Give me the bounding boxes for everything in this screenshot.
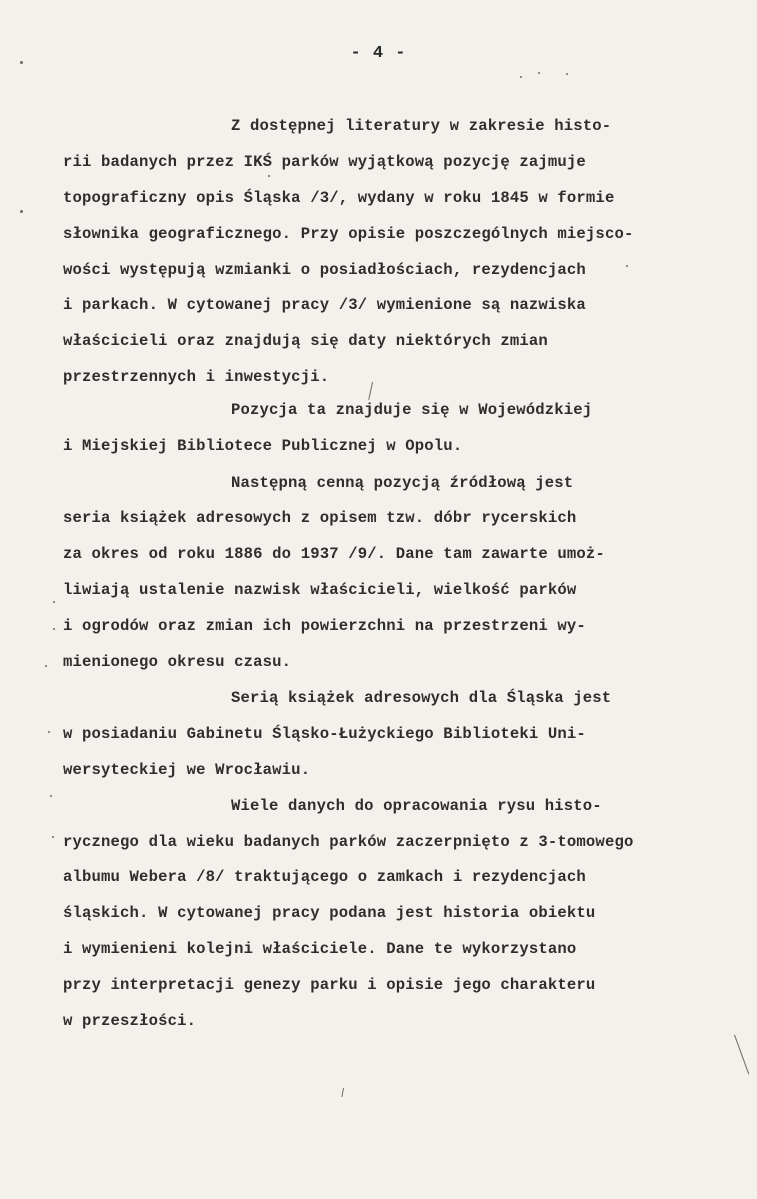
text-line: Wiele danych do opracowania rysu histo- — [231, 797, 602, 815]
text-line: przy interpretacji genezy parku i opisie jego charakteru — [63, 976, 596, 994]
text-line: słownika geograficznego. Przy opisie poszczególnych miejsco- — [63, 225, 634, 243]
scan-speck — [20, 210, 23, 213]
scan-speck — [45, 665, 47, 667]
text-line: Serią książek adresowych dla Śląska jest — [231, 689, 612, 707]
scan-speck — [52, 836, 54, 838]
text-line: w posiadaniu Gabinetu Śląsko-Łużyckiego Biblioteki Uni- — [63, 725, 586, 743]
page-number: - 4 - — [350, 44, 407, 63]
text-line: przestrzennych i inwestycji. — [63, 368, 330, 386]
text-line: w przeszłości. — [63, 1012, 197, 1030]
text-line: seria książek adresowych z opisem tzw. dóbr rycerskich — [63, 509, 577, 527]
text-line: rycznego dla wieku badanych parków zaczerpnięto z 3-tomowego — [63, 833, 634, 851]
text-line: albumu Webera /8/ traktującego o zamkach i rezydencjach — [63, 868, 586, 886]
scan-speck — [50, 795, 52, 797]
text-line: właścicieli oraz znajdują się daty niektórych zmian — [63, 332, 548, 350]
text-line: rii badanych przez IKŚ parków wyjątkową pozycję zajmuje — [63, 153, 586, 171]
text-line: i Miejskiej Bibliotece Publicznej w Opolu. — [63, 437, 463, 455]
text-line: i wymienieni kolejni właściciele. Dane te wykorzystano — [63, 940, 577, 958]
scan-speck — [268, 175, 270, 177]
scan-speck — [48, 731, 50, 733]
text-line: topograficzny opis Śląska /3/, wydany w roku 1845 w formie — [63, 189, 615, 207]
text-line: za okres od roku 1886 do 1937 /9/. Dane tam zawarte umoż- — [63, 545, 605, 563]
scan-speck — [538, 72, 540, 74]
text-line: wersyteckiej we Wrocławiu. — [63, 761, 311, 779]
text-line: mienionego okresu czasu. — [63, 653, 292, 671]
text-line: śląskich. W cytowanej pracy podana jest historia obiektu — [63, 904, 596, 922]
scan-speck — [53, 601, 55, 603]
text-line: i parkach. W cytowanej pracy /3/ wymienione są nazwiska — [63, 296, 586, 314]
text-line: wości występują wzmianki o posiadłościach, rezydencjach — [63, 261, 586, 279]
scan-speck — [566, 73, 568, 75]
text-line: i ogrodów oraz zmian ich powierzchni na przestrzeni wy- — [63, 617, 586, 635]
scan-speck — [520, 76, 522, 78]
text-line: Pozycja ta znajduje się w Wojewódzkiej — [231, 401, 593, 419]
text-line: Z dostępnej literatury w zakresie histo- — [231, 117, 612, 135]
scan-speck — [53, 628, 55, 630]
text-line: liwiają ustalenie nazwisk właścicieli, wielkość parków — [63, 581, 577, 599]
scan-speck — [20, 61, 23, 64]
scan-speck — [626, 265, 628, 267]
text-line: Następną cenną pozycją źródłową jest — [231, 474, 574, 492]
